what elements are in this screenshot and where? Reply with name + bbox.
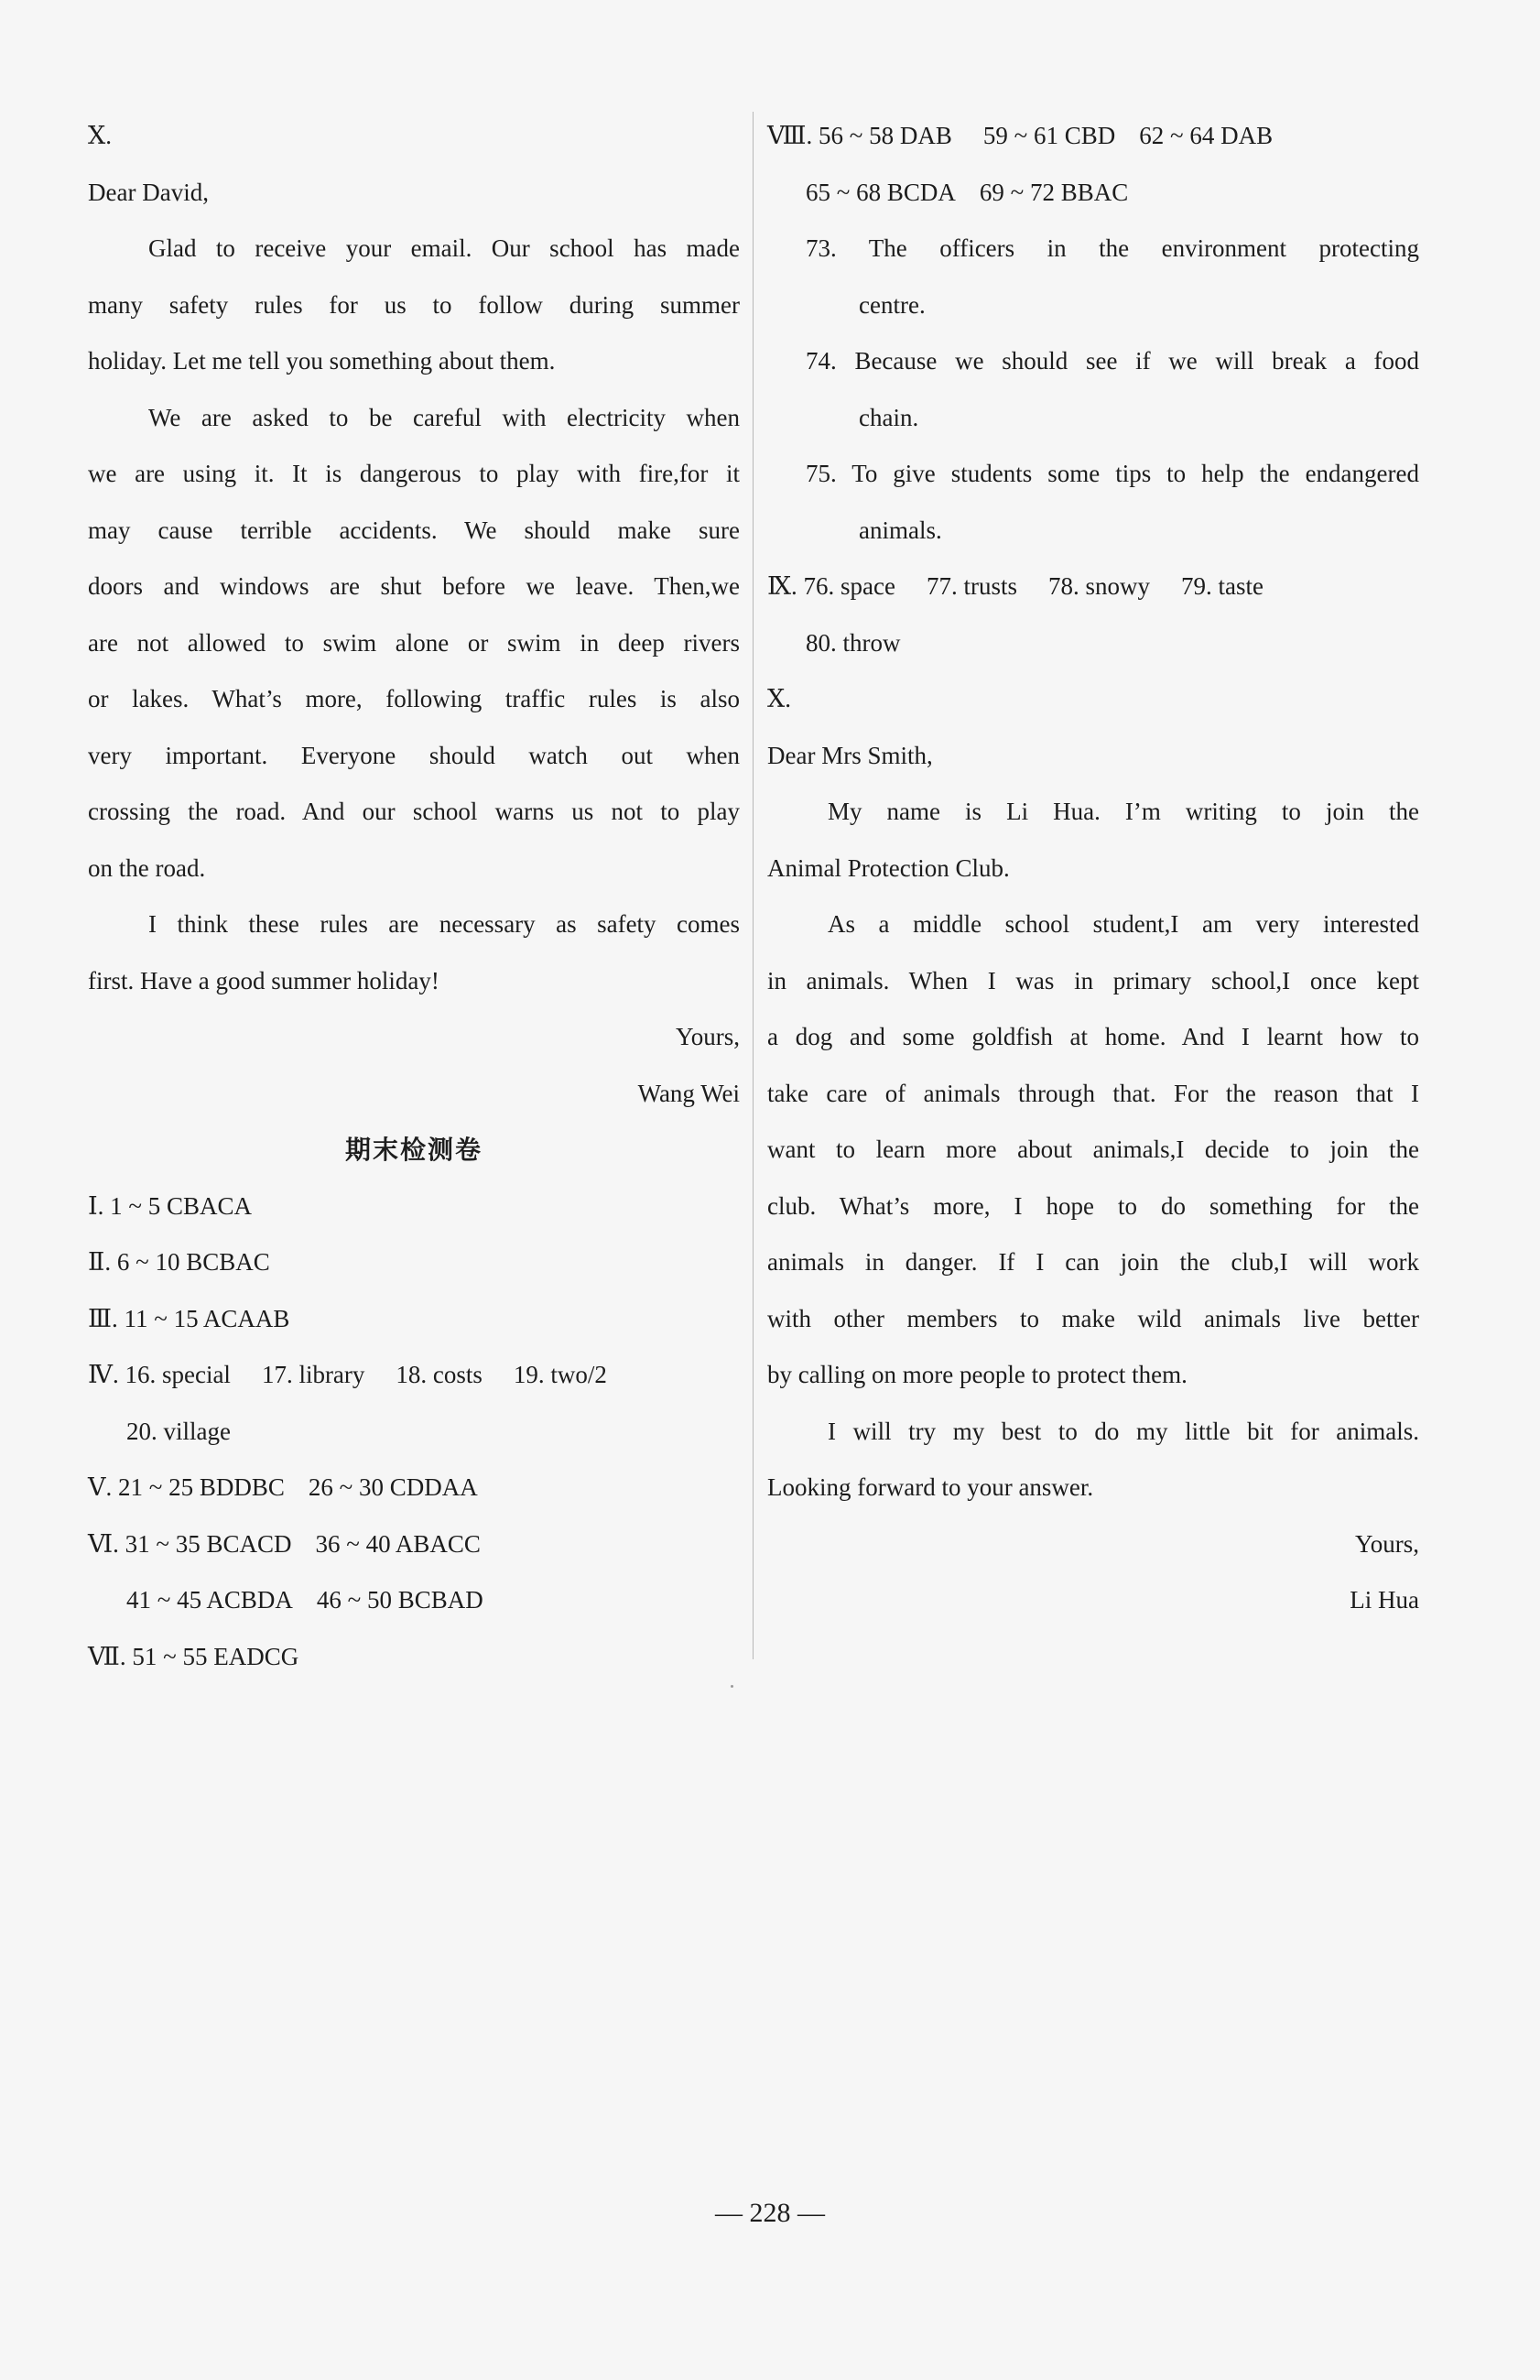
answer-line [88, 1516, 740, 1573]
answer-item: Ⅸ. 76. space [767, 572, 896, 600]
left-column [88, 108, 740, 1685]
letter-line: first. Have a good summer holiday! [88, 966, 439, 994]
letter-closing: Yours, [1354, 1529, 1419, 1558]
answer-item: 78. snowy [1048, 572, 1151, 600]
letter-line: with other members to make wild animals live better [767, 1304, 1419, 1332]
letter-line: club. What’s more, I hope to do something for the [767, 1191, 1419, 1220]
letter-line: want to learn more about animals,I decide to join the [767, 1136, 1419, 1163]
scan-speck [731, 1685, 733, 1688]
letter-line: As a middle school student,I am very interested [828, 910, 1419, 938]
letter-line: crossing the road. And our school warns us not to play [88, 798, 740, 825]
answer-line [88, 1347, 740, 1404]
letter-line: holiday. Let me tell you something about them. [88, 347, 556, 375]
answer-line: 74. Because we should see if we will break a food [806, 347, 1419, 375]
letter-line: by calling on more people to protect them. [767, 1361, 1188, 1388]
answer-item: Ⅵ. 31 ~ 35 BCACD [88, 1529, 292, 1558]
answer-item: Ⅷ. 56 ~ 58 DAB [767, 122, 952, 149]
letter-line: Animal Protection Club. [767, 853, 1010, 882]
answer-item: Ⅴ. 21 ~ 25 BDDBC [88, 1473, 285, 1501]
letter-closing: Yours, [675, 1023, 740, 1050]
answer-line: Ⅲ. 11 ~ 15 ACAAB [88, 1304, 290, 1332]
answer-line [767, 559, 1419, 615]
letter-line: on the road. [88, 853, 206, 882]
letter-signature: Wang Wei [637, 1079, 740, 1107]
answer-item: 36 ~ 40 ABACC [315, 1529, 481, 1558]
answer-line: chain. [859, 403, 919, 431]
letter-line: Looking forward to your answer. [767, 1473, 1094, 1501]
letter-signature: Li Hua [1350, 1586, 1419, 1614]
answer-item: 26 ~ 30 CDDAA [308, 1473, 478, 1501]
answer-line: Ⅰ. 1 ~ 5 CBACA [88, 1191, 253, 1220]
answer-item: 17. library [261, 1361, 365, 1388]
column-divider [753, 112, 754, 1659]
letter-line: doors and windows are shut before we leave. Then,we [88, 572, 740, 600]
letter-line: animals in danger. If I can join the club,I will work [767, 1248, 1419, 1276]
answer-line [767, 165, 1419, 222]
section-x-label: Ⅹ. [767, 685, 791, 712]
answer-line: centre. [859, 290, 926, 319]
letter-line: I will try my best to do my little bit for animals. [828, 1417, 1419, 1445]
answer-item: 65 ~ 68 BCDA [806, 178, 956, 206]
letter-line: My name is Li Hua. I’m writing to join the [828, 798, 1419, 825]
letter-line: many safety rules for us to follow during summer [88, 290, 740, 319]
answer-item: Ⅳ. 16. special [88, 1361, 231, 1388]
answer-line: Ⅶ. 51 ~ 55 EADCG [88, 1642, 299, 1670]
answer-line [88, 1460, 740, 1516]
answer-line [767, 108, 1419, 165]
answer-item: 19. two/2 [513, 1361, 607, 1388]
right-column [767, 108, 1419, 1629]
answer-item: 69 ~ 72 BBAC [979, 178, 1129, 206]
exam-title: 期末检测卷 [344, 1135, 483, 1165]
answer-item: 59 ~ 61 CBD [982, 122, 1116, 149]
letter-line: we are using it. It is dangerous to play with fire,for it [88, 460, 740, 487]
letter-line: in animals. When I was in primary school,I once kept [767, 966, 1419, 994]
answer-item: 18. costs [396, 1361, 483, 1388]
letter-greeting: Dear David, [88, 178, 209, 206]
answer-item: 79. taste [1181, 572, 1264, 600]
letter-line: a dog and some goldfish at home. And I learnt how to [767, 1023, 1419, 1050]
letter-line: Glad to receive your email. Our school has made [148, 234, 740, 262]
answer-line: 20. village [126, 1417, 231, 1445]
answer-item: 62 ~ 64 DAB [1139, 122, 1274, 149]
letter-line: take care of animals through that. For the reason that I [767, 1079, 1419, 1107]
answer-line: Ⅱ. 6 ~ 10 BCBAC [88, 1248, 270, 1276]
section-x-label: Ⅹ. [88, 122, 112, 149]
answer-item: 46 ~ 50 BCBAD [316, 1586, 483, 1614]
letter-line: We are asked to be careful with electricity when [148, 403, 740, 431]
letter-greeting: Dear Mrs Smith, [767, 741, 933, 769]
answer-line: 73. The officers in the environment protecting [806, 234, 1419, 262]
letter-line: very important. Everyone should watch out when [88, 741, 740, 769]
page-number: — 228 — [715, 2198, 825, 2228]
answer-line: 80. throw [806, 628, 901, 657]
answer-item: 41 ~ 45 ACBDA [126, 1586, 293, 1614]
letter-line: or lakes. What’s more, following traffic rules is also [88, 685, 740, 712]
answer-line: animals. [859, 516, 942, 544]
answer-item: 77. trusts [927, 572, 1018, 600]
letter-line: I think these rules are necessary as safety comes [148, 910, 740, 938]
letter-line: are not allowed to swim alone or swim in deep rivers [88, 628, 740, 657]
answer-line: 75. To give students some tips to help the endangered [806, 460, 1419, 487]
letter-line: may cause terrible accidents. We should make sure [88, 516, 740, 544]
answer-line [88, 1572, 740, 1629]
